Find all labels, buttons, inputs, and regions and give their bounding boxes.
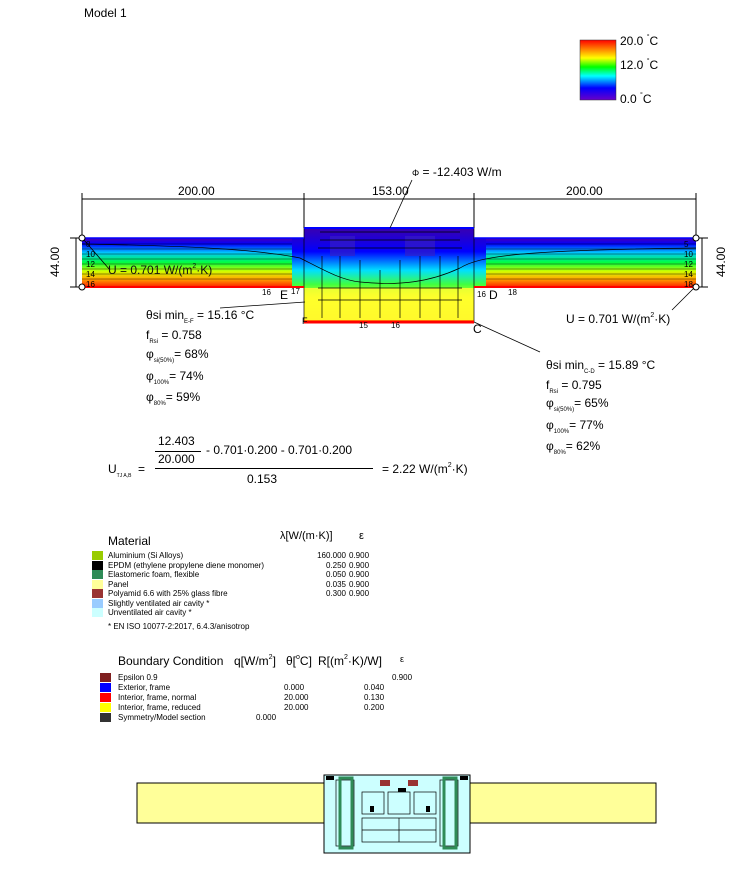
boundary-theta: 20.000 [284,703,309,712]
material-eps-header: ε [359,530,364,542]
boundary-theta-header: θ[$^o$C] [286,654,312,668]
boundary-name: Exterior, frame [118,683,171,692]
material-lambda: 160.000 [317,551,346,560]
material-lambda: 0.035 [325,579,346,589]
material-eps: 0.900 [349,589,370,598]
material-lambda: 0.250 [325,560,346,570]
material-lambda: 0.050 [325,570,346,579]
material-eps: 0.900 [349,570,370,579]
material-lambda-header: λ[W/(m·K)] [280,530,333,542]
boundary-r-header: $R[(m^2\cdot K)/W]$ [318,654,382,668]
boundary-r: 0.040 [364,683,385,692]
u-right-label: U = 0.701 $W/(m^2\cdot K)$ [566,312,671,326]
edge-number-bottom-left: 16 [262,288,271,297]
boundary-q-header: $q[W/m^2]$ [234,654,276,668]
boundary-name: Interior, frame, reduced [118,703,201,712]
formula-minus-terms: - 0.701·0.200 - 0.701·0.200 [206,443,353,457]
cd-phi-80: $\varphi_{80\%}= 62\%$ [546,439,601,456]
cd-phi-50: $\varphi_{si(50\%)}= 65\%$ [546,396,609,413]
boundary-r: 0.130 [364,693,385,702]
point-e-label: E [280,288,289,302]
dimension-height-right: 44.00 [714,246,729,278]
boundary-theta: 0.000 [284,683,305,692]
material-name: Polyamid 6.6 with 25% glass fibre [108,589,228,598]
boundary-heading: Boundary Condition [118,654,224,668]
formula-denominator: 0.153 [247,472,278,486]
phi-label: Φ = -12.403 W/m [412,165,502,179]
dimension-height-left: 44.00 [48,246,63,278]
boundary-theta: 20.000 [284,693,309,702]
dimension-right: 200.00 [566,184,603,198]
model-title: Model 1 [84,6,127,20]
edge-number-bottom-right: 18 [508,288,517,297]
material-footnote: * EN ISO 10077-2:2017, 6.4.3/anisotrop [108,622,250,631]
edge-numbers-left: 8 10 12 14 16 [86,240,95,289]
dimension-middle: 153.00 [372,184,409,198]
material-eps: 0.900 [349,560,370,570]
ef-phi-80: $\varphi_{80\%}= 59\%$ [146,390,201,407]
formula-num-bottom: 20.000 [158,452,195,466]
point-d-label: D [489,288,498,302]
material-name: Panel [108,579,129,589]
boundary-q: 0.000 [256,713,277,722]
cd-phi-100: $\varphi_{100\%}= 77\%$ [546,418,604,435]
point-f-label: F [302,316,308,326]
boundary-name: Epsilon 0.9 [118,673,158,682]
cd-theta-min: θsi $\min_{C-D} = 15.89$ °C [546,358,656,375]
scale-min-label: 0.0 °C [620,92,652,106]
dimension-left: 200.00 [178,184,215,198]
edge-number-bottom-a: 15 [359,321,368,330]
material-lambda: 0.300 [325,589,346,598]
boundary-name: Symmetry/Model section [118,713,206,722]
material-eps: 0.900 [349,579,370,589]
scale-max-label: 20.0 °C [620,34,659,48]
formula-u: $U_{TJ A,B}$ [108,462,132,479]
boundary-name: Interior, frame, normal [118,693,197,702]
formula-result: = 2.22 $W/(m^2\cdot K)$ [382,462,468,476]
edge-number-e-corner: 17 [291,287,300,296]
material-heading: Material [108,534,151,548]
scale-mid-label: 12.0 °C [620,58,659,72]
ef-phi-50: $\varphi_{si(50\%)}= 68\%$ [146,347,209,364]
edge-number-bottom-b: 16 [391,321,400,330]
material-name: EPDM (ethylene propylene diene monomer) [108,560,265,570]
material-name: Elastomeric foam, flexible [108,570,200,579]
formula-num-top: 12.403 [158,434,195,448]
ef-phi-100: $\varphi_{100\%}= 74\%$ [146,369,204,386]
u-left-label: U = 0.701 $W/(m^2\cdot K)$ [108,263,213,277]
edge-numbers-right: 5 10 12 14 18 [684,240,693,289]
material-name: Aluminium (Si Alloys) [108,551,184,560]
boundary-eps-header: ε [400,654,405,664]
edge-number-d-corner: 16 [477,290,486,299]
boundary-eps: 0.900 [392,673,413,682]
point-c-label: C [473,322,482,336]
material-name: Slightly ventilated air cavity * [108,598,210,608]
formula-equals: = [138,462,146,476]
material-name: Unventilated air cavity * [108,608,192,617]
ef-theta-min: θsi $\min_{E-F} = 15.16$ °C [146,308,255,325]
boundary-r: 0.200 [364,703,385,712]
material-eps: 0.900 [349,551,370,560]
cd-frsi: $f_{Rsi} = 0.795$ [546,378,602,395]
ef-frsi: $f_{Rsi} = 0.758$ [146,328,202,345]
